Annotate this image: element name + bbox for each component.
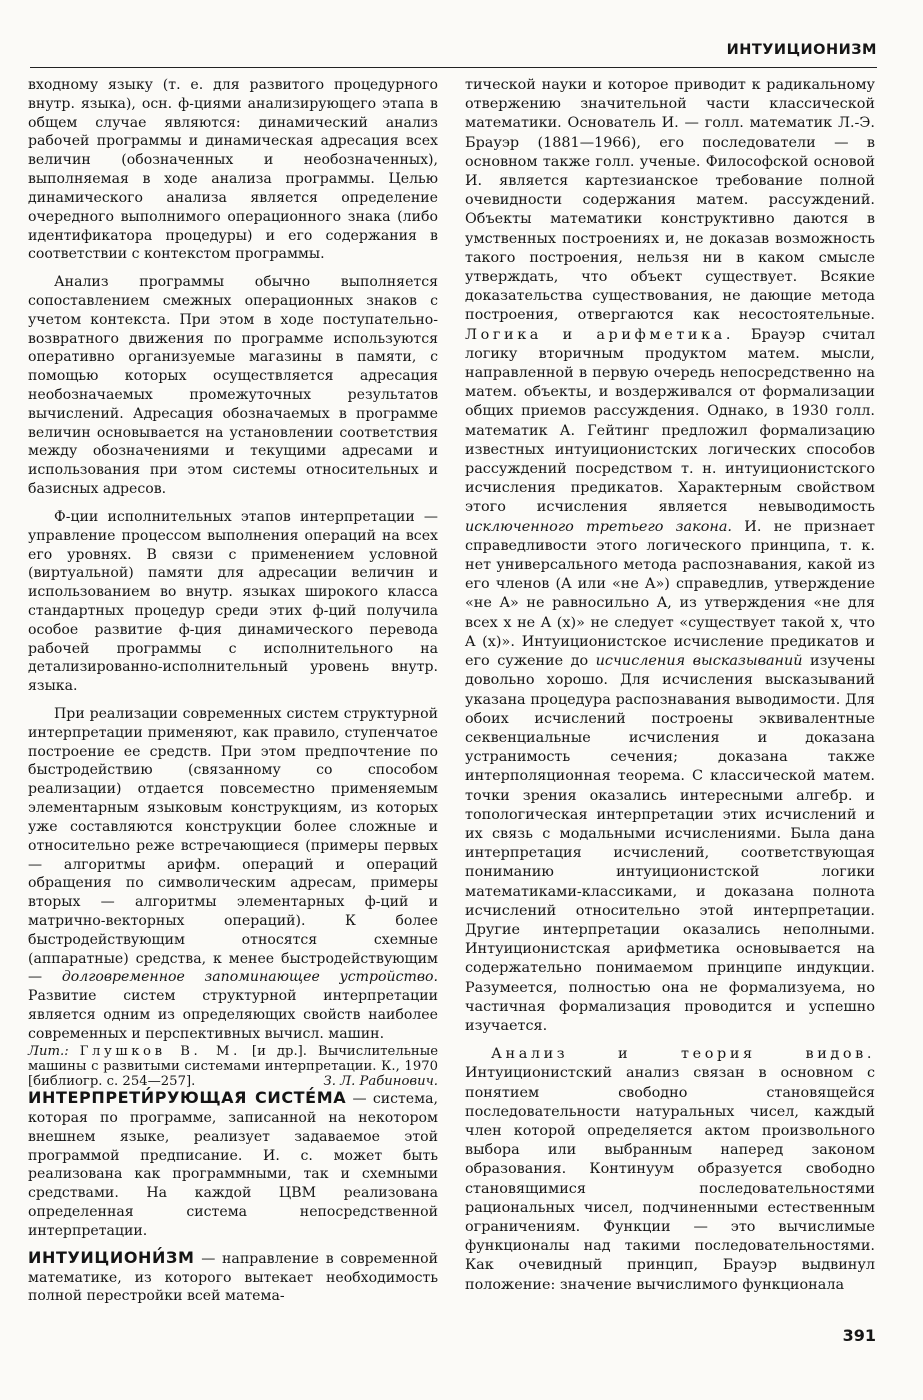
left-paragraph-1: входному языку (т. е. для развитого процедурного внутр. языка), осн. ф-циями анализирующего этапа в общем случае являются: динамический анализ рабочей программы и динамическая адресация всех величин (обозначенных и необозначенных), выполняемая в ходе анализа программы. Целью динамического анализа является определение очередного выполнимого операционного знака (либо идентификатора процедуры) и его содержания в соответствии с контекстом программы. (28, 77, 438, 263)
right-p1-text-d: изучены довольно хорошо. Для исчисления высказываний указана процедура распознавания выводимости. Для обоих исчислений построены эквивалентные секвенциальные исчисления и доказана устранимость сечения; доказана также интерполяционная теорема. С классической матем. точки зрения оказались интересными алгебр. и топологическая интерпретации этих исчислений и их связь с модальными исчислениями. Была дана интерпретация исчислений, соответствующая пониманию интуиционистской логики математиками-классиками, и доказана полнота исчислений относительно этой интерпретации. Другие интерпретации оказались неполными. Интуиционистская арифметика основывается на содержательно понимаемом принципе индукции. Разумеется, полностью она не формализуема, но частичная формализация проводится и успешно изучается. (465, 653, 875, 1034)
headword-intuitionism: ИНТУИЦИОНИ́ЗМ (28, 1247, 195, 1267)
literature-signature: З. Л. Рабинович. (323, 1074, 438, 1090)
literature-text: [и др.]. Вычислительные машины с развитыми системами интерпретации. К., 1970 [библиогр. с. 254—257]. (28, 1043, 439, 1090)
right-p1-text-c: И. не признает справедливости этого логического принципа, т. к. нет универсального метода распознавания, какой из его членов (A или «не A») справедлив, утверждение «не A» не равносильно A, из утверждения «не для всех x не A (x)» не следует «существует такой x, что A (x)». Интуиционистское исчисление предикатов и его сужение до (465, 518, 876, 670)
right-paragraph-1 (465, 76, 875, 1036)
literature-label: Лит.: (28, 1043, 69, 1059)
term-excluded-middle: исключенного третьего закона. (465, 518, 732, 535)
right-column (465, 76, 875, 1295)
entry-intuitionism-text: — направление в современной математике, из которого вытекает необходимость полной перестройки всей матема- (28, 1250, 438, 1305)
page-number: 391 (842, 1326, 876, 1345)
entry-intuitionism (28, 1249, 438, 1306)
left-paragraph-3: Ф-ции исполнительных этапов интерпретации — управление процессом выполнения операций на всех его уровнях. В связи с применением условной (виртуальной) памяти для адресации величин и использованием во внутр. языках широкого класса стандартных процедур среди этих ф-ций получила особое развитие ф-ция динамического перевода рабочей программы с исполнительного на детализированно-исполнительный уровень внутр. языка. (28, 508, 438, 695)
entry-interpreting-system (28, 1089, 438, 1241)
right-paragraph-2 (465, 1045, 875, 1295)
term-propositional-calculus: исчисления высказываний (595, 653, 803, 670)
running-head: ИНТУИЦИОНИЗМ (726, 42, 877, 58)
right-p2-text: Интуиционистский анализ связан в основном с понятием свободно становящейся последовательности натуральных чисел, каждый член которой определяется актом произвольного выбора или выбранным наперед законом образования. Континуум образуется свободно становящимися последовательностями рациональных чисел, подчиненными естественным ограничениям. Функции — это вычислимые функционалы над такими последовательностями. Как очевидный принцип, Брауэр выдвинул положение: значение вычислимого функционала (465, 1065, 875, 1293)
right-p1-text-b: Брауэр считал логику вторичным продуктом матем. мысли, направленной в первую очередь непосредственно на матем. объекты, и воздерживался от формализации общих приемов рассуждения. Однако, в 1930 голл. математик А. Гейтинг предложил формализацию известных интуиционистских логических способов рассуждений посредством т. н. интуиционистского исчисления предикатов. Характерным свойством этого исчисления является невыводимость (465, 326, 876, 516)
subheading-analysis-types: Анализ и теория видов. (491, 1046, 875, 1063)
entry-interpreting-system-text: — система, которая по программе, записанной на некотором внешнем языке, реализует задаваемое этой программой предписание. И. с. может быть реализована как программными, так и схемными средствами. На каждой ЦВМ реализована определенная система непосредственной интерпретации. (28, 1091, 438, 1239)
right-p1-text-a: тической науки и которое приводит к радикальному отвержению значительной части классической математики. Основатель И. — голл. математик Л.-Э. Брауэр (1881—1966), его последователи — в основном также голл. ученые. Философской основой И. является картезианское требование полной очевидности содержания матем. рассуждений. Объекты математики конструктивно даются в умственных построениях и, не доказав возможность такого построения, нельзя ни в каком смысле утверждать, что объект существует. Всякие доказательства существования, не дающие метода построения, отвергаются как несостоятельные. (465, 77, 875, 324)
subheading-logic-arithmetic: Логика и арифметика. (465, 326, 735, 343)
term-long-term-memory: долговременное запоминающее устройство. (61, 969, 438, 986)
literature-author: Глушков В. М. (79, 1043, 241, 1059)
left-column (28, 76, 438, 1306)
header-rule (30, 67, 877, 68)
paragraph-4-text-a: При реализации современных систем структурной интерпретации применяют, как правило, ступенчатое построение ее средств. При этом предпочтение по быстродействию (связанному со способом реализации) отдается повсеместно применяемым элементарным языковым конструкциям, из которых уже составляются конструкции более сложные и относительно реже встречающиеся (примеры первых — алгоритмы арифм. операций и операций обращения по символическим адресам, примеры вторых — алгоритмы элементарных ф-ций и матрично-векторных операций). К более быстродействующим относятся схемные (аппаратные) средства, к менее быстродействующим — (28, 706, 438, 986)
left-paragraph-2: Анализ программы обычно выполняется сопоставлением смежных операционных знаков с учетом контекста. При этом в ходе поступательно-возвратного движения по программе используются оперативно организуемые магазины в памяти, с помощью которых осуществляется адресация необозначаемых промежуточных результатов вычислений. Адресация обозначаемых в программе величин основывается на установлении соответствия между обозначениями и текущими адресами и использования при этом системы относительных и базисных адресов. (28, 274, 438, 498)
headword-interpreting-system: ИНТЕРПРЕТИ́РУЮЩАЯ СИСТЕ́МА (28, 1088, 347, 1108)
left-paragraph-4 (28, 705, 438, 1044)
literature-reference (28, 1044, 438, 1090)
paragraph-4-text-b: Развитие систем структурной интерпретации является одним из определяющих свойств наиболее современных и перспективных вычисл. машин. (28, 988, 438, 1042)
